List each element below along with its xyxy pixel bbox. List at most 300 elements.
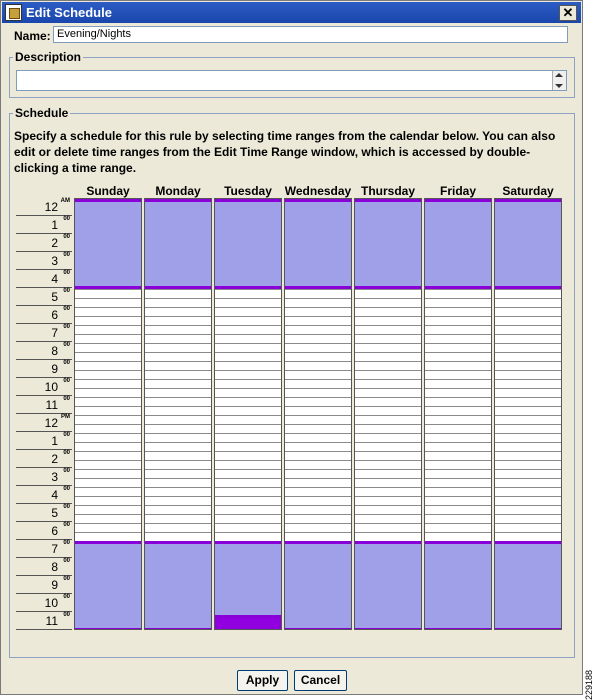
schedule-instructions: Specify a schedule for this rule by selecting time ranges from the calendar below. You can also edit or delete time ranges from the Edit Time Range window, which is accessed by double-clicking a time range.	[14, 129, 556, 175]
figure-id: 229188	[584, 669, 594, 700]
slot-line	[355, 361, 421, 362]
slot-line	[145, 379, 211, 380]
hour-label: 10	[44, 596, 58, 610]
slot-line	[285, 532, 351, 533]
hour-label: 12	[44, 200, 58, 214]
slot-line	[145, 424, 211, 425]
slot-line	[285, 370, 351, 371]
hour-row	[16, 234, 72, 252]
slot-line	[355, 370, 421, 371]
hour-label: 11	[45, 398, 58, 412]
slot-line	[495, 379, 561, 380]
hour-divider	[16, 629, 72, 630]
hour-label: 10	[44, 380, 58, 394]
hour-label: 3	[51, 254, 58, 268]
slot-line	[355, 487, 421, 488]
hour-suffix: 00	[63, 576, 70, 582]
slot-line	[495, 514, 561, 515]
slot-line	[285, 514, 351, 515]
slot-line	[355, 289, 421, 290]
time-range-wednesday[interactable]	[285, 199, 351, 289]
slot-line	[495, 325, 561, 326]
slot-line	[495, 433, 561, 434]
slot-line	[145, 307, 211, 308]
hour-suffix: 00	[63, 432, 70, 438]
slot-line	[215, 352, 281, 353]
slot-line	[425, 388, 491, 389]
slot-line	[355, 415, 421, 416]
slot-line	[145, 532, 211, 533]
slot-line	[215, 289, 281, 290]
hour-suffix: 00	[63, 486, 70, 492]
slot-line	[145, 361, 211, 362]
slot-line	[75, 415, 141, 416]
hour-label: 6	[51, 524, 58, 538]
slot-line	[215, 388, 281, 389]
day-column-saturday[interactable]	[494, 198, 562, 630]
schedule-legend: Schedule	[15, 106, 69, 120]
day-column-sunday[interactable]	[74, 198, 142, 630]
window-title: Edit Schedule	[26, 5, 112, 20]
slot-line	[285, 424, 351, 425]
slot-line	[425, 415, 491, 416]
slot-line	[75, 406, 141, 407]
slot-line	[145, 460, 211, 461]
close-button[interactable]: ✕	[559, 5, 577, 21]
slot-line	[425, 496, 491, 497]
hour-row	[16, 486, 72, 504]
hour-axis	[16, 198, 74, 630]
slot-line	[285, 289, 351, 290]
slot-line	[215, 424, 281, 425]
slot-line	[495, 442, 561, 443]
hour-label: 1	[51, 434, 58, 448]
slot-line	[355, 505, 421, 506]
slot-line	[75, 370, 141, 371]
slot-line	[355, 442, 421, 443]
slot-line	[285, 307, 351, 308]
slot-line	[495, 451, 561, 452]
slot-line	[215, 406, 281, 407]
time-range-friday[interactable]	[425, 541, 491, 630]
slot-line	[285, 433, 351, 434]
hour-suffix: 00	[63, 468, 70, 474]
slot-line	[355, 433, 421, 434]
slot-line	[495, 424, 561, 425]
day-header-wednesday: Wednesday	[284, 184, 352, 198]
slot-line	[145, 415, 211, 416]
slot-line	[425, 289, 491, 290]
hour-row	[16, 342, 72, 360]
slot-line	[75, 451, 141, 452]
slot-line	[425, 316, 491, 317]
hour-suffix: 00	[63, 450, 70, 456]
slot-line	[425, 370, 491, 371]
day-header-monday: Monday	[155, 184, 201, 198]
slot-line	[355, 298, 421, 299]
slot-line	[75, 316, 141, 317]
time-range-tuesday[interactable]	[215, 199, 281, 289]
slot-line	[75, 460, 141, 461]
slot-line	[355, 316, 421, 317]
slot-line	[285, 316, 351, 317]
slot-line	[145, 487, 211, 488]
slot-line	[145, 478, 211, 479]
hour-row	[16, 252, 72, 270]
slot-line	[425, 433, 491, 434]
day-column-thursday[interactable]	[354, 198, 422, 630]
hour-suffix: 00	[63, 234, 70, 240]
slot-line	[215, 361, 281, 362]
slot-line	[355, 379, 421, 380]
slot-line	[75, 424, 141, 425]
app-icon	[5, 4, 22, 21]
hour-row	[16, 216, 72, 234]
slot-line	[425, 460, 491, 461]
slot-line	[215, 469, 281, 470]
slot-line	[215, 325, 281, 326]
slot-line	[355, 478, 421, 479]
slot-line	[355, 307, 421, 308]
hour-row	[16, 378, 72, 396]
slot-line	[285, 460, 351, 461]
slot-line	[355, 460, 421, 461]
slot-line	[355, 325, 421, 326]
slot-line	[355, 352, 421, 353]
hour-suffix: 00	[63, 270, 70, 276]
slot-line	[285, 379, 351, 380]
hour-suffix: 00	[63, 324, 70, 330]
slot-line	[145, 469, 211, 470]
description-field[interactable]	[16, 70, 567, 91]
hour-suffix: 00	[63, 342, 70, 348]
description-legend: Description	[15, 50, 82, 64]
slot-line	[355, 388, 421, 389]
slot-line	[215, 370, 281, 371]
time-range-thursday[interactable]	[355, 199, 421, 289]
slot-line	[425, 334, 491, 335]
hour-suffix: PM	[61, 414, 70, 420]
hour-suffix: 00	[63, 396, 70, 402]
hour-label: 6	[51, 308, 58, 322]
hour-label: 8	[51, 344, 58, 358]
spin-down-icon[interactable]	[555, 84, 563, 88]
slot-line	[145, 451, 211, 452]
hour-row	[16, 504, 72, 522]
time-range-selected-tuesday[interactable]	[215, 618, 281, 630]
slot-line	[285, 397, 351, 398]
slot-line	[215, 523, 281, 524]
slot-line	[425, 523, 491, 524]
slot-line	[285, 496, 351, 497]
day-header-saturday: Saturday	[502, 184, 554, 198]
slot-line	[215, 379, 281, 380]
slot-line	[425, 424, 491, 425]
hour-row	[16, 396, 72, 414]
hour-label: 5	[51, 290, 58, 304]
slot-line	[285, 352, 351, 353]
slot-line	[425, 343, 491, 344]
hour-label: 5	[51, 506, 58, 520]
hour-row	[16, 198, 72, 216]
slot-line	[425, 451, 491, 452]
slot-line	[145, 289, 211, 290]
hour-label: 12	[44, 416, 58, 430]
hour-row	[16, 360, 72, 378]
hour-suffix: 00	[63, 360, 70, 366]
slot-line	[285, 442, 351, 443]
slot-line	[355, 406, 421, 407]
day-header-thursday: Thursday	[360, 184, 415, 198]
hour-row	[16, 432, 72, 450]
slot-line	[75, 433, 141, 434]
slot-line	[425, 397, 491, 398]
slot-line	[495, 460, 561, 461]
hour-row	[16, 468, 72, 486]
hour-suffix: 00	[63, 558, 70, 564]
slot-line	[75, 514, 141, 515]
slot-line	[495, 352, 561, 353]
time-range-thursday[interactable]	[355, 541, 421, 630]
slot-line	[145, 298, 211, 299]
slot-line	[355, 469, 421, 470]
slot-line	[355, 532, 421, 533]
hour-suffix: 00	[63, 288, 70, 294]
hour-row	[16, 450, 72, 468]
hour-row	[16, 594, 72, 612]
slot-line	[215, 514, 281, 515]
slot-line	[495, 343, 561, 344]
slot-line	[145, 433, 211, 434]
cancel-button[interactable]: Cancel	[294, 670, 347, 691]
hour-row	[16, 576, 72, 594]
hour-suffix: 00	[63, 594, 70, 600]
slot-line	[495, 523, 561, 524]
hour-suffix: 00	[63, 504, 70, 510]
slot-line	[215, 505, 281, 506]
day-column-tuesday[interactable]	[214, 198, 282, 630]
slot-line	[285, 298, 351, 299]
slot-line	[495, 415, 561, 416]
spin-up-icon[interactable]	[555, 73, 563, 77]
name-input[interactable]: Evening/Nights	[53, 26, 568, 43]
hour-suffix: 00	[63, 612, 70, 618]
hour-suffix: 00	[63, 306, 70, 312]
hour-label: 2	[51, 236, 58, 250]
slot-line	[75, 496, 141, 497]
slot-line	[495, 469, 561, 470]
slot-line	[285, 469, 351, 470]
name-label: Name:	[14, 29, 51, 43]
slot-line	[425, 298, 491, 299]
day-column-wednesday[interactable]	[284, 198, 352, 630]
hour-suffix: 00	[63, 540, 70, 546]
hour-label: 4	[51, 488, 58, 502]
slot-line	[145, 352, 211, 353]
hour-row	[16, 522, 72, 540]
slot-line	[75, 298, 141, 299]
slot-line	[355, 334, 421, 335]
slot-line	[145, 316, 211, 317]
hour-label: 4	[51, 272, 58, 286]
slot-line	[145, 496, 211, 497]
slot-line	[75, 478, 141, 479]
slot-line	[285, 505, 351, 506]
time-range-monday[interactable]	[145, 199, 211, 289]
slot-line	[355, 523, 421, 524]
slot-line	[495, 532, 561, 533]
slot-line	[355, 451, 421, 452]
slot-line	[425, 532, 491, 533]
slot-line	[495, 298, 561, 299]
slot-line	[495, 478, 561, 479]
slot-line	[75, 343, 141, 344]
hour-label: 7	[51, 542, 58, 556]
slot-line	[285, 523, 351, 524]
day-column-monday[interactable]	[144, 198, 212, 630]
slot-line	[75, 523, 141, 524]
time-range-sunday[interactable]	[75, 541, 141, 630]
hour-row	[16, 324, 72, 342]
slot-line	[425, 442, 491, 443]
time-range-friday[interactable]	[425, 199, 491, 289]
slot-line	[285, 325, 351, 326]
hour-row	[16, 558, 72, 576]
slot-line	[75, 487, 141, 488]
slot-line	[425, 406, 491, 407]
slot-line	[145, 406, 211, 407]
slot-line	[215, 451, 281, 452]
slot-line	[145, 505, 211, 506]
slot-line	[215, 298, 281, 299]
slot-line	[285, 343, 351, 344]
slot-line	[215, 397, 281, 398]
slot-line	[285, 388, 351, 389]
slot-line	[425, 352, 491, 353]
title-bar[interactable]	[2, 2, 581, 23]
day-column-friday[interactable]	[424, 198, 492, 630]
slot-line	[145, 325, 211, 326]
slot-line	[495, 289, 561, 290]
slot-line	[75, 352, 141, 353]
day-header-friday: Friday	[439, 184, 476, 198]
slot-line	[285, 451, 351, 452]
slot-line	[425, 478, 491, 479]
hour-row	[16, 306, 72, 324]
hour-label: 9	[51, 362, 58, 376]
slot-line	[75, 532, 141, 533]
slot-line	[145, 523, 211, 524]
slot-line	[425, 325, 491, 326]
description-spinner[interactable]	[552, 71, 566, 90]
slot-line	[215, 496, 281, 497]
slot-line	[75, 469, 141, 470]
slot-line	[75, 325, 141, 326]
hour-label: 8	[51, 560, 58, 574]
hour-label: 11	[45, 614, 58, 628]
slot-line	[215, 343, 281, 344]
slot-line	[145, 442, 211, 443]
slot-line	[215, 316, 281, 317]
slot-line	[215, 532, 281, 533]
slot-line	[495, 307, 561, 308]
slot-line	[355, 424, 421, 425]
slot-line	[215, 460, 281, 461]
slot-line	[425, 469, 491, 470]
slot-line	[355, 343, 421, 344]
slot-line	[215, 415, 281, 416]
hour-row	[16, 270, 72, 288]
slot-line	[285, 478, 351, 479]
slot-line	[425, 361, 491, 362]
apply-button[interactable]: Apply	[237, 670, 288, 691]
slot-line	[145, 397, 211, 398]
hour-label: 3	[51, 470, 58, 484]
hour-row	[16, 414, 72, 432]
slot-line	[75, 397, 141, 398]
day-header-sunday: Sunday	[86, 184, 130, 198]
slot-line	[215, 478, 281, 479]
slot-line	[355, 397, 421, 398]
slot-line	[75, 334, 141, 335]
hour-suffix: 00	[63, 378, 70, 384]
time-range-monday[interactable]	[145, 541, 211, 630]
slot-line	[145, 343, 211, 344]
slot-line	[215, 433, 281, 434]
time-range-tuesday[interactable]	[215, 541, 281, 618]
slot-line	[75, 379, 141, 380]
slot-line	[425, 505, 491, 506]
slot-line	[145, 334, 211, 335]
slot-line	[495, 496, 561, 497]
hour-label: 9	[51, 578, 58, 592]
slot-line	[495, 406, 561, 407]
slot-line	[145, 370, 211, 371]
slot-line	[495, 316, 561, 317]
slot-line	[285, 487, 351, 488]
hour-label: 7	[51, 326, 58, 340]
slot-line	[75, 505, 141, 506]
time-range-wednesday[interactable]	[285, 541, 351, 630]
slot-line	[495, 370, 561, 371]
hour-label: 1	[51, 218, 58, 232]
slot-line	[145, 388, 211, 389]
slot-line	[215, 442, 281, 443]
slot-line	[355, 496, 421, 497]
slot-line	[285, 334, 351, 335]
slot-line	[495, 487, 561, 488]
slot-line	[495, 361, 561, 362]
slot-line	[425, 487, 491, 488]
hour-row	[16, 540, 72, 558]
hour-label: 2	[51, 452, 58, 466]
hour-suffix: 00	[63, 252, 70, 258]
slot-line	[145, 514, 211, 515]
slot-line	[355, 514, 421, 515]
slot-line	[215, 487, 281, 488]
hour-suffix: 00	[63, 216, 70, 222]
slot-line	[495, 505, 561, 506]
time-range-saturday[interactable]	[495, 199, 561, 289]
slot-line	[425, 514, 491, 515]
day-header-tuesday: Tuesday	[224, 184, 272, 198]
time-range-sunday[interactable]	[75, 199, 141, 289]
slot-line	[75, 289, 141, 290]
time-range-saturday[interactable]	[495, 541, 561, 630]
slot-line	[75, 442, 141, 443]
hour-suffix: AM	[60, 198, 70, 204]
slot-line	[425, 307, 491, 308]
